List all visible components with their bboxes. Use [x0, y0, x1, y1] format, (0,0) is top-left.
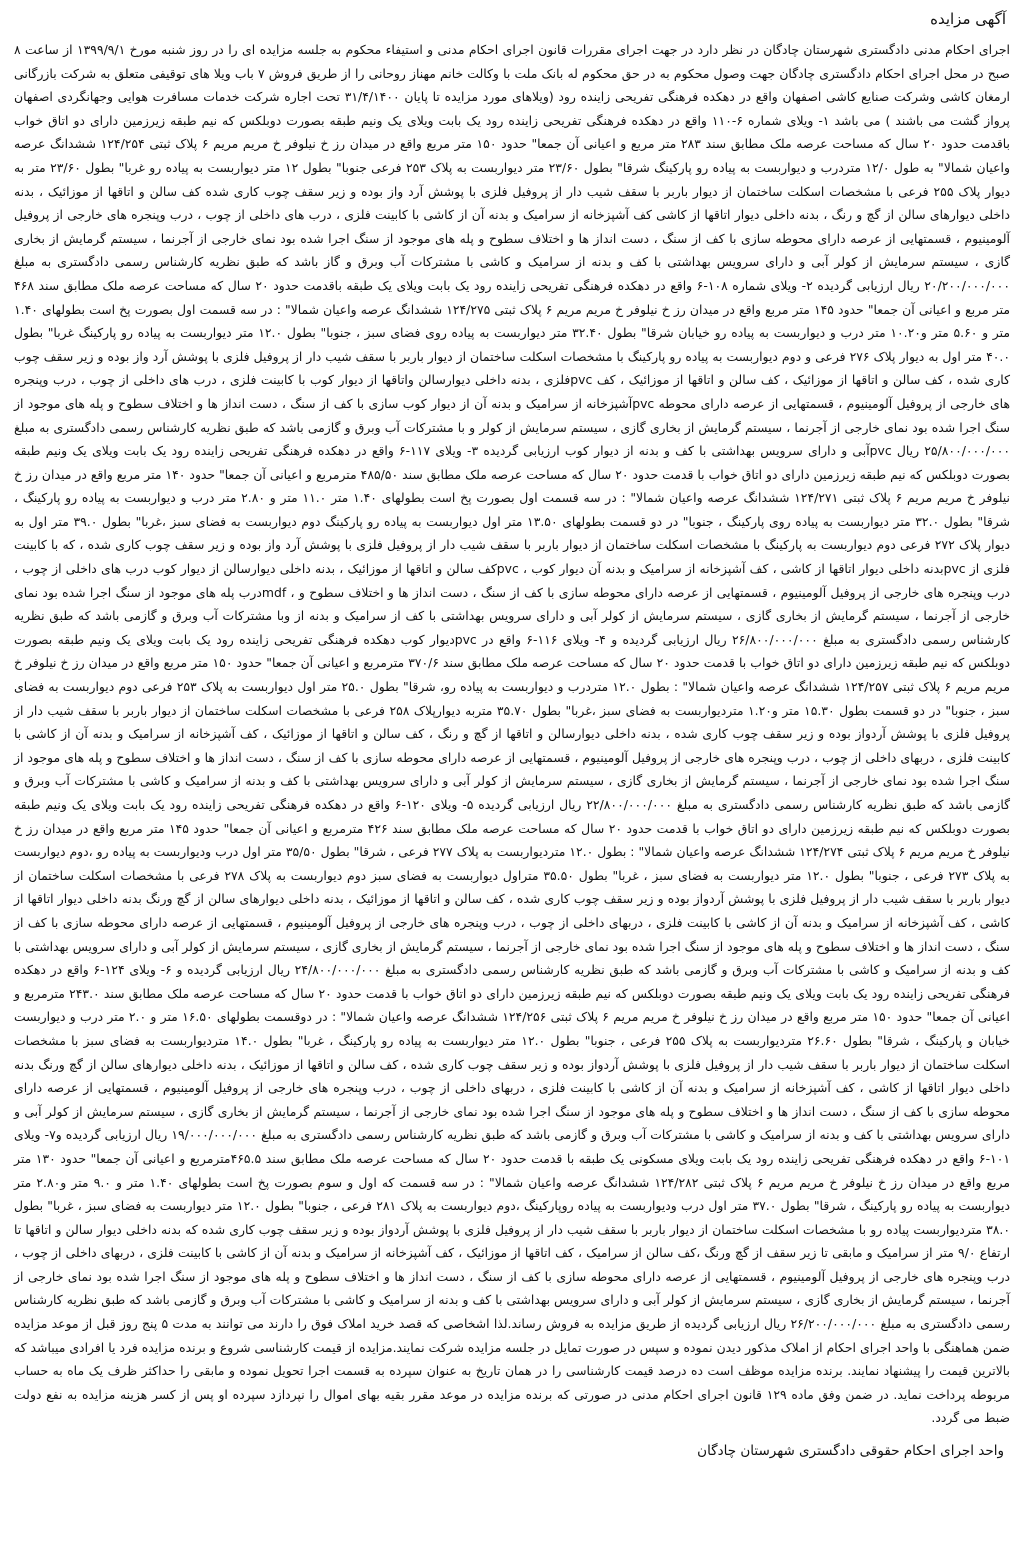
notice-title: آگهی مزایده [930, 10, 1006, 28]
notice-signature: واحد اجرای احکام حقوقی دادگستری شهرستان چادگان [697, 1443, 1004, 1460]
notice-body: اجرای احکام مدنی دادگستری شهرستان چادگان در نظر دارد در جهت اجرای مقررات قانون اجرای احکام مدنی و استیفاء محکوم به جلسه مزایده ای را در روز شنبه مورخ ۱۳۹۹/۹/۱ از ساعت ۸ صبح در محل اجرای احکام دادگستری چادگان جهت وصول محکوم به در حق محکوم له بانک ملت با وکالت خانم مهناز روحانی را از طریق فروش ۷ باب ویلا های توقیفی متعلق به شرکت بازرگانی ارمغان کاشی وشرکت صنایع کاشی اصفهان واقع در دهکده فرهنگی تفریحی زاینده رود (ویلاهای مورد مزایده تا پایان ۳۱/۴/۱۴۰۰ تحت اجاره شرکت خدمات مسافرت هوایی وجهانگردی اصفهان پرواز گشت می باشند ) می باشد ۱- ویلای شماره ۶-۱۱۰ واقع در دهکده فرهنگی تفریحی زاینده رود یک بابت ویلای یک ونیم طبقه بصورت دوبلکس که نیم طبقه زیرزمین دارای دو اتاق خواب باقدمت حدود ۲۰ سال که مساحت عرصه ملک مطابق سند ۲۸۳ متر مربع و اعیانی آن جمعا" حدود ۱۵۰ متر مربع واقع در میدان رز خ نیلوفر خ مریم مریم ۶ پلاک ثبتی ۱۲۴/۲۵۴ ششدانگ عرصه واعیان شمالا" به طول ۱۲/۰ متردرب و دیواربست به پیاده رو پارکینگ شرقا" بطول ۲۳/۶۰ متر دیواربست به پلاک ۲۵۳ فرعی جنوبا" بطول ۱۲ متر دیواربست به پیاده رو غربا" بطول ۲۳/۶۰ متر به دیوار پلاک ۲۵۵ فرعی با مشخصات اسکلت ساختمان از دیوار باربر با سقف شیب دار از پروفیل فلزی با پوشش آرد واز بوده و زیر سقف چوب کاری شده کف سالن و اتاقها از موزائیک ، بدنه داخلی دیوارهای سالن از گچ و رنگ ، بدنه داخلی دیوار اتاقها از کاشی کف آشپزخانه از سرامیک و بدنه آن از کاشی با کابینت فلزی ، درب های داخلی از چوب ، درب وپنجره های خارجی از پروفیل آلومینیوم ، قسمتهایی از عرصه دارای محوطه سازی با کف از سنگ ، دست انداز ها و اختلاف سطوح و پله های موجود از سنگ اجرا شده بود نمای خارجی از آجرنما ، سیستم گرمایش از بخاری گازی ، سیستم سرمایش از کولر آبی و دارای سرویس بهداشتی با کف و بدنه از سرامیک و کاشی با مشترکات آب وبرق و گاز باشد که طبق نظریه کارشناس رسمی دادگستری به مبلغ ۲۰/۲۰۰/۰۰۰/۰۰۰ ریال ارزیابی گردیده ۲- ویلای شماره ۱۰۸-۶ واقع در دهکده فرهنگی تفریحی زاینده رود یک بابت ویلای یک طبقه باقدمت حدود ۲۰ سال که مساحت عرصه ملک مطابق سند ۴۶۸ متر مربع و اعیانی آن جمعا" حدود ۱۴۵ متر مربع واقع در میدان رز خ نیلوفر خ مریم مریم ۶ پلاک ثبتی ۱۲۴/۲۷۵ ششدانگ عرصه واعیان شمالا" : در سه قسمت اول بصورت پخ است بطولهای ۱.۴۰ متر و ۵.۶۰ متر و۱۰.۲۰ متر درب و دیواربست به پیاده رو خیابان شرقا" بطول ۳۲.۴۰ متر دیواربست به پیاده روی فضای سبز ، جنوبا" بطول ۱۲.۰ متر دیواربست به پیاده رو پارکینگ غربا" بطول ۴۰.۰ متر اول به دیوار پلاک ۲۷۶ فرعی و دوم دیواربست به پیاده رو پارکینگ با مشخصات اسکلت ساختمان از دیوار باربر با سقف شیب دار از پروفیل فلزی با پوشش آرد واز بوده و زیر سقف چوب کاری شده ، کف سالن و اتاقها از موزائیک ، کف سالن و اتاقها از موزائیک ، کف pvcفلزی ، بدنه داخلی دیوارسالن واتاقها از دیوار کوب با کابینت فلزی ، درب های داخلی از چوب ، درب وپنجره های خارجی از پروفیل آلومینیوم ، قسمتهایی از عرصه دارای محوطه pvcآشپزخانه از سرامیک و بدنه آن از دیوار کوب سازی با کف از سنگ ، دست انداز ها و اختلاف سطوح و پله های موجود از سنگ اجرا شده بود نمای خارجی از آجرنما ، سیستم گرمایش از بخاری گازی ، سیستم سرمایش از کولر و با مشترکات آب وبرق و گازمی باشد که طبق نظریه کارشناس رسمی دادگستری به مبلغ ۲۵/۸۰۰/۰۰۰/۰۰۰ ریال pvcآبی و دارای سرویس بهداشتی با کف و بدنه از دیوار کوب ارزیابی گردیده ۳- ویلای ۱۱۷-۶ واقع در دهکده فرهنگی تفریحی زاینده رود یک بابت ویلای یک ونیم طبقه بصورت دوبلکس که نیم طبقه زیرزمین دارای دو اتاق خواب با قدمت حدود ۲۰ سال که مساحت عرصه ملک مطابق سند ۴۸۵/۵۰ مترمربع و اعیانی آن جمعا" حدود ۱۴۰ متر مربع واقع در میدان رز خ نیلوفر خ مریم مریم ۶ پلاک ثبتی ۱۲۴/۲۷۱ ششدانگ عرصه واعیان شمالا" : در سه قسمت اول بصورت پخ است بطولهای ۱.۴۰ متر ۱۱.۰ متر و ۲.۸۰ متر درب و دیواربست به پیاده رو پارکینگ ، شرقا" بطول ۳۲.۰ متر دیواربست به پیاده روی پارکینگ ، جنوبا" در دو قسمت بطولهای ۱۳.۵۰ متر اول دیواربست به پیاده رو پارکینگ دوم دیواربست به فضای سبز ،غربا" بطول ۳۹.۰ متر اول به دیوار پلاک ۲۷۲ فرعی دوم دیواربست به پارکینگ با مشخصات اسکلت ساختمان از دیوار باربر با سقف شیب دار از پروفیل فلزی با پوشش آرد واز بوده و زیر سقف چوب کاری شده ، که با کابینت فلزی از pvcبدنه داخلی دیوار اتاقها از کاشی ، کف آشپزخانه از سرامیک و بدنه آن دیوار کوب ، pvcکف سالن و اتاقها از موزائیک ، بدنه داخلی دیوارسالن از دیوار کوب درب های داخلی از چوب ، درب وپنجره های خارجی از پروفیل آلومینیوم ، قسمتهایی از عرصه دارای محوطه سازی با کف از سنگ ، دست انداز ها و اختلاف سطوح و ، mdfدرب پله های موجود از سنگ اجرا شده بود نمای خارجی از آجرنما ، سیستم گرمایش از بخاری گازی ، سیستم سرمایش از کولر آبی و دارای سرویس بهداشتی با کف از سرامیک و بدنه از وبا مشترکات آب وبرق و گازمی باشد که طبق نظریه کارشناس رسمی دادگستری به مبلغ ۲۶/۸۰۰/۰۰۰/۰۰۰ ریال ارزیابی گردیده و ۴- ویلای ۱۱۶-۶ واقع در pvcدیوار کوب دهکده فرهنگی تفریحی زاینده رود یک بابت ویلای یک ونیم طبقه بصورت دوبلکس که نیم طبقه زیرزمین دارای دو اتاق خواب با قدمت حدود ۲۰ سال که مساحت عرصه ملک مطابق سند ۳۷۰/۶ مترمربع و اعیانی آن جمعا" حدود ۱۵۰ متر مربع واقع در میدان رز خ نیلوفر خ مریم مریم ۶ پلاک ثبتی ۱۲۴/۲۵۷ ششدانگ عرصه واعیان شمالا" : بطول ۱۲.۰ متردرب و دیواربست به پیاده رو، شرقا" بطول ۲۵.۰ متر اول دیواربست به پلاک ۲۵۳ فرعی دوم دیواربست به فضای سبز ، جنوبا" در دو قسمت بطول ۱۵.۳۰ متر و۱.۲۰ متردیواربست به فضای سبز ،غربا" بطول ۳۵.۷۰ متربه دیوارپلاک ۲۵۸ فرعی با مشخصات اسکلت ساختمان از دیوار باربر با سقف شیب دار از پروفیل فلزی با پوشش آردواز بوده و زیر سقف چوب کاری شده ، بدنه داخلی دیوارسالن و اتاقها از گچ و رنگ ، کف سالن و اتاقها از موزائیک ، کف آشپزخانه از سرامیک و بدنه آن از کاشی با کابینت فلزی ، دربهای داخلی از چوب ، درب وپنجره های خارجی از پروفیل آلومینیوم ، قسمتهایی از عرصه دارای محوطه سازی با کف از سنگ ، دست انداز ها و اختلاف سطوح و پله های موجود از سنگ اجرا شده بود نمای خارجی از آجرنما ، سیستم گرمایش از بخاری گازی ، سیستم سرمایش از کولر آبی و دارای سرویس بهداشتی با کف و بدنه از سرامیک و کاشی با مشترکات آب وبرق و گازمی باشد که طبق نظریه کارشناس رسمی دادگستری به مبلغ ۲۲/۸۰۰/۰۰۰/۰۰۰ ریال ارزیابی گردیده ۵- ویلای ۱۲۰-۶ واقع در دهکده فرهنگی تفریحی زاینده رود یک بابت ویلای یک ونیم طبقه بصورت دوبلکس که نیم طبقه زیرزمین دارای دو اتاق خواب با قدمت حدود ۲۰ سال که مساحت عرصه ملک مطابق سند ۴۲۶ مترمربع و اعیانی آن جمعا" حدود ۱۴۵ متر مربع واقع در میدان رز خ نیلوفر خ مریم مریم ۶ پلاک ثبتی ۱۲۴/۲۷۴ ششدانگ عرصه واعیان شمالا" : بطول ۱۲.۰ متردیواربست به پلاک ۲۷۷ فرعی ، شرقا" بطول ۳۵/۵۰ متر اول درب ودیواربست به پیاده رو ،دوم دیواربست به پلاک ۲۷۳ فرعی ، جنوبا" بطول ۱۲.۰ متر دیواربست به فضای سبز ، غربا" بطول ۳۵.۵۰ متراول دیواربست به فضای سبز دوم دیواربست به پلاک ۲۷۸ فرعی با مشخصات اسکلت ساختمان از دیوار باربر با سقف شیب دار از پروفیل فلزی با پوشش آردواز بوده و زیر سقف چوب کاری شده ، کف سالن و اتاقها از موزائیک ، بدنه داخلی دیوارهای سالن از گچ ورنگ بدنه داخلی دیوار اتاقها از کاشی ، کف آشپزخانه از سرامیک و بدنه آن از کاشی با کابینت فلزی ، دربهای داخلی از چوب ، درب وپنجره های خارجی از پروفیل آلومینیوم ، قسمتهایی از عرصه دارای محوطه سازی با کف از سنگ ، دست انداز ها و اختلاف سطوح و پله های موجود از سنگ اجرا شده بود نمای خارجی از آجرنما ، سیستم گرمایش از بخاری گازی ، سیستم سرمایش از کولر آبی و دارای سرویس بهداشتی با کف و بدنه از سرامیک و کاشی با مشترکات آب وبرق و گازمی باشد که طبق نظریه کارشناس رسمی دادگستری به مبلغ ۲۴/۸۰۰/۰۰۰/۰۰۰ ریال ارزیابی گردیده و ۶- ویلای ۱۲۴-۶ واقع در دهکده فرهنگی تفریحی زاینده رود یک بابت ویلای یک ونیم طبقه بصورت دوبلکس که نیم طبقه زیرزمین دارای دو اتاق خواب با قدمت حدود ۲۰ سال که مساحت عرصه ملک مطابق سند ۲۴۳.۰ مترمربع و اعیانی آن جمعا" حدود ۱۵۰ متر مربع واقع در میدان رز خ نیلوفر خ مریم مریم ۶ پلاک ثبتی ۱۲۴/۲۵۶ ششدانگ عرصه واعیان شمالا" : در دوقسمت بطولهای ۱۶.۵۰ متر و ۲.۰ متر درب و دیواربست خیابان و پارکینگ ، شرقا" بطول ۲۶.۶۰ متردیواربست به پلاک ۲۵۵ فرعی ، جنوبا" بطول ۱۲.۰ متر دیواربست به پیاده رو پارکینگ ، غربا" بطول ۱۴.۰ متردیواربست به فضای سبز با مشخصات اسکلت ساختمان از دیوار باربر با سقف شیب دار از پروفیل فلزی با پوشش آردواز بوده و زیر سقف چوب کاری شده ، کف سالن و اتاقها از موزائیک ، بدنه داخلی دیوارهای سالن از گچ ورنگ بدنه داخلی دیوار اتاقها از کاشی ، کف آشپزخانه از سرامیک و بدنه آن از کاشی با کابینت فلزی ، دربهای داخلی از چوب ، درب وپنجره های خارجی از پروفیل آلومینیوم ، قسمتهایی از عرصه دارای محوطه سازی با کف از سنگ ، دست انداز ها و اختلاف سطوح و پله های موجود از سنگ اجرا شده بود نمای خارجی از آجرنما ، سیستم گرمایش از بخاری گازی ، سیستم سرمایش از کولر آبی و دارای سرویس بهداشتی با کف و بدنه از سرامیک و کاشی با مشترکات آب وبرق و گازمی باشد که طبق نظریه کارشناس رسمی دادگستری به مبلغ ۱۹/۰۰۰/۰۰۰/۰۰۰ ریال ارزیابی گردیده و۷- ویلای ۱۰۱-۶ واقع در دهکده فرهنگی تفریحی زاینده رود یک بابت ویلای مسکونی یک طبقه با قدمت حدود ۲۰ سال که مساحت عرصه ملک مطابق سند ۴۶۵.۵مترمربع و اعیانی آن جمعا" حدود ۱۳۰ متر مربع واقع در میدان رز خ نیلوفر خ مریم مریم ۶ پلاک ثبتی ۱۲۴/۲۸۲ ششدانگ عرصه واعیان شمالا" : در سه قسمت که اول و سوم بصورت پخ است بطولهای ۱.۴۰ متر و ۹.۰ متر و۲.۸۰ متر دیواربست به پیاده رو پارکینگ ، شرقا" بطول ۳۷.۰ متر اول درب ودیواربست به پیاده روپارکینگ ،دوم دیواربست به پلاک ۲۸۱ فرعی ، جنوبا" بطول ۱۲.۰ متر دیواربست به فضای سبز ، غربا" بطول ۳۸.۰ متردیواربست پیاده رو با مشخصات اسکلت ساختمان از دیوار باربر با سقف شیب دار از پروفیل فلزی با پوشش آردواز بوده و زیر سقف چوب کاری شده که بدنه داخلی دیوار سالن و اتاقها تا ارتفاع ۹/۰ متر از سرامیک و مابقی تا زیر سقف از گچ ورنگ ،کف سالن از سرامیک ، کف اتاقها از موزائیک ، کف آشپزخانه از سرامیک و بدنه آن از کاشی با کابینت فلزی ، دربهای داخلی از چوب ، درب وپنجره های خارجی از پروفیل آلومینیوم ، قسمتهایی از عرصه دارای محوطه سازی با کف از سنگ ، دست انداز ها و اختلاف سطوح و پله های موجود از سنگ اجرا شده بود نمای خارجی از آجرنما ، سیستم گرمایش از بخاری گازی ، سیستم سرمایش از کولر آبی و دارای سرویس بهداشتی با کف و بدنه از سرامیک و کاشی با مشترکات آب وبرق و گازمی باشد که طبق نظریه کارشناس رسمی دادگستری به مبلغ ۲۶/۲۰۰/۰۰۰/۰۰۰ ریال ارزیابی گردیده از طریق مزایده به فروش رساند.لذا اشخاصی که قصد خرید املاک فوق را دارند می توانند به مدت ۵ پنج روز قبل از موعد مزایده ضمن هماهنگی با واحد اجرای احکام از املاک مذکور دیدن نموده و سپس در صورت تمایل در جلسه مزایده شرکت نمایند.مزایده از قیمت کارشناسی شروع و برنده مزایده فرد یا افرادی میباشد که بالاترین قیمت را پیشنهاد نمایند. برنده مزایده موظف است ده درصد قیمت کارشناسی را در همان تاریخ به عنوان سپرده به قسمت اجرا تحویل نموده و مابقی را حداکثر ظرف یک ماه به حساب مربوطه پرداخت نماید. در ضمن وفق ماده ۱۲۹ قانون اجرای احکام مدنی در صورتی که برنده مزایده در موعد مقرر بقیه بهای اموال را نپردازد سپرده او پس از کسر هزینه مزایده به نفع دولت ضبط می گردد. [14, 42, 1011, 1426]
